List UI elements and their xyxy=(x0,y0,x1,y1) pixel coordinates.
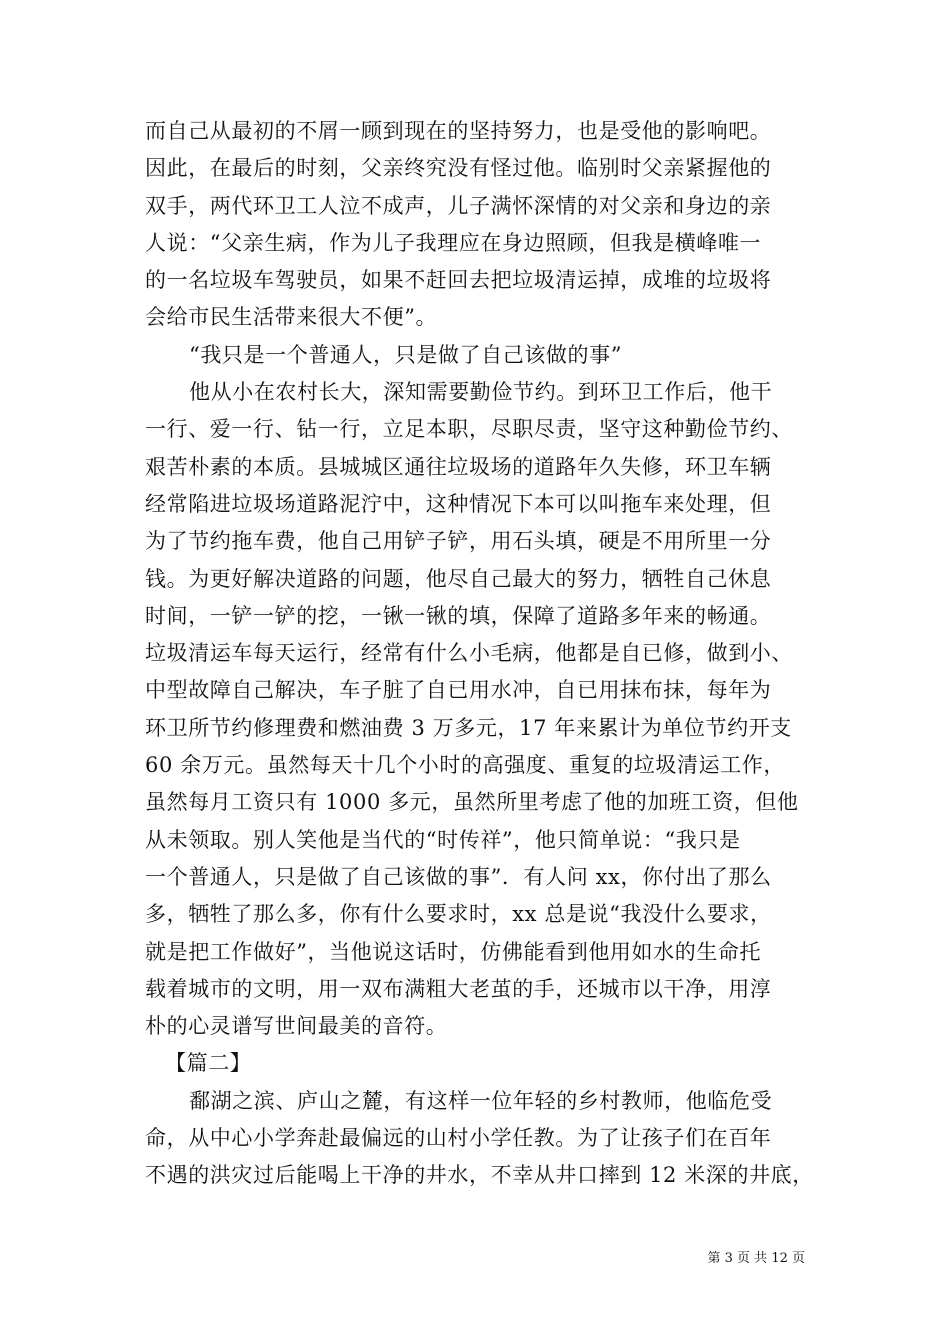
text-line: 会给市民生活带来很大不便”。 xyxy=(145,305,438,330)
text-line: 60 余万元。虽然每天十几个小时的高强度、重复的垃圾清运工作， xyxy=(145,753,785,778)
text-line: 时间，一铲一铲的挖，一锹一锹的填，保障了道路多年来的畅通。 xyxy=(145,603,772,628)
text-line: 就是把工作做好”，当他说这话时，仿佛能看到他用如水的生命托 xyxy=(145,939,762,964)
text-line: 人说：“父亲生病，作为儿子我理应在身边照顾，但我是横峰唯一 xyxy=(145,230,762,255)
text-line: 中型故障自己解决，车子脏了自已用水冲，自已用抹布抹，每年为 xyxy=(145,678,772,703)
text-line: 钱。为更好解决道路的问题，他尽自己最大的努力，牺牲自己休息 xyxy=(145,566,772,591)
text-line: 艰苦朴素的本质。县城城区通往垃圾场的道路年久失修，环卫车辆 xyxy=(145,454,772,479)
text-line: 而自己从最初的不屑一顾到现在的坚持努力，也是受他的影响吧。 xyxy=(145,119,772,143)
text-line: 命，从中心小学奔赴最偏远的山村小学任教。为了让孩子们在百年 xyxy=(145,1126,772,1151)
section-subheading: “我只是一个普通人，只是做了自己该做的事” xyxy=(189,342,623,367)
text-line: 经常陷进垃圾场道路泥泞中，这种情况下本可以叫拖车来处理，但 xyxy=(145,491,772,516)
text-line: 因此，在最后的时刻，父亲终究没有怪过他。临别时父亲紧握他的 xyxy=(145,156,772,181)
text-line: 朴的心灵谱写世间最美的音符。 xyxy=(145,1014,448,1039)
text-line: 虽然每月工资只有 1000 多元，虽然所里考虑了他的加班工资，但他 xyxy=(145,790,799,815)
text-line: 为了节约拖车费，他自己用铲子铲，用石头填，硬是不用所里一分 xyxy=(145,529,772,554)
text-line: 一个普通人，只是做了自己该做的事”．有人问 xx，你付出了那么 xyxy=(145,864,772,889)
section-heading: 【篇二】 xyxy=(165,1051,252,1076)
text-line: 不遇的洪灾过后能喝上干净的井水，不幸从井口摔到 12 米深的井底， xyxy=(145,1163,814,1188)
text-line: 环卫所节约修理费和燃油费 3 万多元，17 年来累计为单位节约开支 xyxy=(145,715,792,740)
text-line: 一行、爱一行、钻一行，立足本职，尽职尽责，坚守这种勤俭节约、 xyxy=(145,417,793,442)
text-line: 从未领取。别人笑他是当代的“时传祥”，他只简单说：“我只是 xyxy=(145,827,741,852)
text-line: 垃圾清运车每天运行，经常有什么小毛病，他都是自已修，做到小、 xyxy=(145,641,793,666)
document-body xyxy=(145,113,815,1195)
text-line: 他从小在农村长大，深知需要勤俭节约。到环卫工作后，他干 xyxy=(189,380,773,405)
text-line: 双手，两代环卫工人泣不成声，儿子满怀深情的对父亲和身边的亲 xyxy=(145,193,772,218)
text-line: 鄱湖之滨、庐山之麓，有这样一位年轻的乡村教师，他临危受 xyxy=(189,1088,773,1113)
text-line: 载着城市的文明，用一双布满粗大老茧的手，还城市以干净，用淳 xyxy=(145,976,772,1001)
text-line: 的一名垃圾车驾驶员，如果不赶回去把垃圾清运掉，成堆的垃圾将 xyxy=(145,268,772,293)
text-line: 多，牺牲了那么多，你有什么要求时，xx 总是说“我没什么要求， xyxy=(145,902,772,927)
page-number-footer: 第 3 页 共 12 页 xyxy=(707,1251,805,1266)
